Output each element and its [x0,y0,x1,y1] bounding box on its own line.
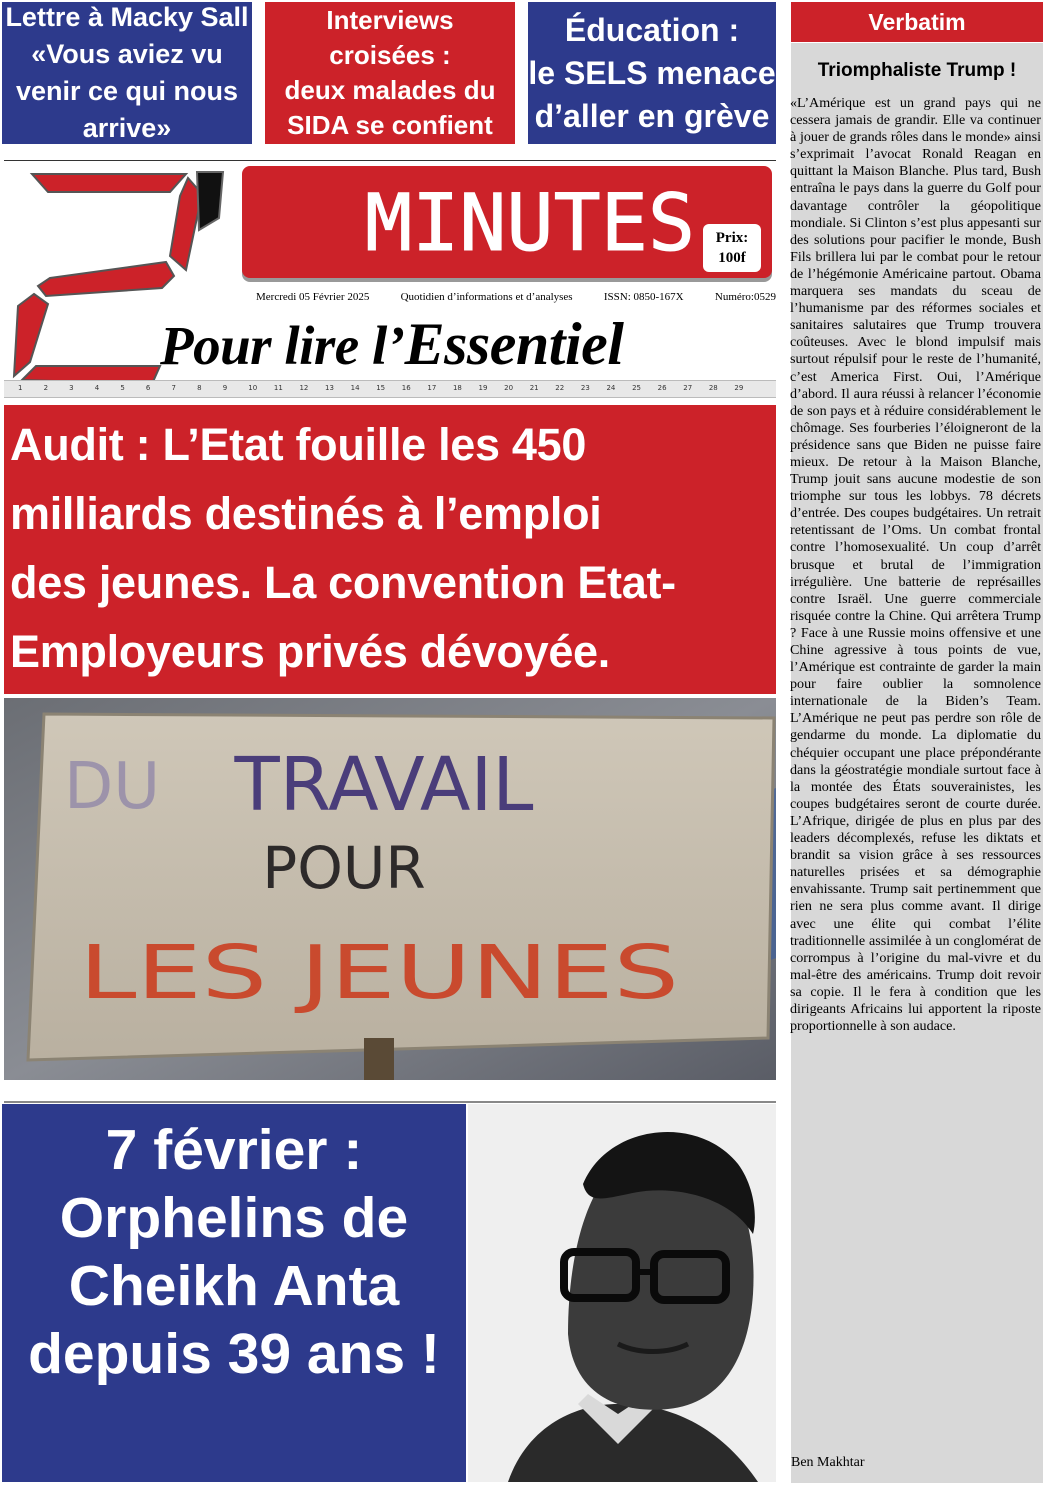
verbatim-author: Ben Makhtar [791,1455,865,1470]
price-value: 100f [718,250,746,266]
ruler-mark: 4 [94,384,100,392]
teaser-line: Lettre à Macky Sall [5,2,249,32]
issue-number: Numéro:0529 [714,291,776,303]
ruler-mark: 16 [401,384,411,392]
sign-text-pour: POUR [262,834,426,902]
ruler-mark: 27 [683,384,693,392]
protest-sign-photo [4,698,776,1080]
ruler-mark: 11 [273,384,283,392]
ruler-mark: 15 [376,384,386,392]
ruler-mark: 17 [427,384,437,392]
masthead-title-text: MINUTES [365,179,695,268]
ruler-mark: 26 [657,384,667,392]
ruler-mark: 2 [43,384,49,392]
teaser-line: «Vous aviez vu [31,39,223,69]
sign-text-les-jeunes: LES JEUNES [79,930,679,1016]
verbatim-body: «L’Amérique est un grand pays qui ne cessera jamais de grandir. Elle va continuer à jouer de grands rôles dans le monde» ainsi s’exprimait l’avocat Ronald Reagan en quittant la Maison Blanche. Plus tard, Bush entraîna le pays dans la guerre du Golf pour davantage contrôler la géopolitique mondiale. Si Clinton s’est plus appesanti sur des solutions pour pacifier le monde, Bush Fils brillera lui par le combat pour le retour de l’hégémonie Américaine partout. Obama marquera ses mandats du sceau de l’humanisme par des réformes sociales et sanitaires salutaires que Trump trouvera coûteuses. Avec le blond impulsif mais surtout répulsif pour le reste de l’humanité, c’est America First. Oui, l’Amérique d’abord. Il aura réussi à relancer l’économie de son pays et à réduire considérablement le chômage. Ses fourberies l’éloigneront de la présidence sans que Biden ne puisse faire mieux. De retour à la Maison Blanche, Trump jouit sans aucune modestie de son triomphe sur tous les lobbys. 78 décrets d’entrée. Des coupes budgétaires. Un retrait retentissant de l’Oms. Un combat frontal contre l’homosexualité. Un coup d’arrêt brusque et brutal de l’immigration irrégulière. Une batterie de représailles contre Israël. Une guerre commerciale risquée contre la Chine. Qui arrêtera Trump ? Face à une Russie moins offensive et une Chine agressive à tous points de vue, l’Amérique est contrainte de garder la main pour faire oublier la somnolence internationale de la Biden’s Team. L’Amérique ne peut pas perdre son rôle de gendarme du monde. La diplomatie du chéquier occupant une place prépondérante dans la géostratégie mondiale surtout face à la montée des États souverainistes, les coupes budgétaires seront de courte durée. L’Afrique, dirigée de plus en plus par des leaders décomplexés, refuse les diktats et brandit sa vision grâce à ses ressources naturelles prisées et sa démographie envahissante. Trump sait pertinemment que rien ne sera plus comme avant. Il dirige avec une élite qui combat l’élite traditionnelle assimilée à un conglomérat de corrompus à l’origine du mal-vivre et du mal-être des américains. Trump doit revoir sa copie. Il le fera à condition que les dirigeants Africains lui apportent la riposte proportionnelle à son audace. [790,95,1041,1035]
price-tag [703,224,761,272]
ruler-mark: 20 [504,384,514,392]
decorative-ruler [4,380,776,398]
ruler-mark: 7 [171,384,176,392]
ruler-mark: 9 [222,384,228,392]
teaser-line: d’aller en grève [534,97,770,134]
ruler-mark: 25 [632,384,641,392]
teaser-interviews[interactable] [265,2,515,144]
logo-apostrophe [193,170,227,234]
ruler-mark: 5 [120,384,125,392]
ruler-mark: 3 [69,384,74,392]
issue-info [256,291,776,303]
ruler-mark: 23 [580,384,590,392]
headline-line: milliards destinés à l’emploi [10,488,602,539]
ruler-mark: 19 [478,384,488,392]
cheikh-anta-story[interactable] [2,1104,466,1482]
sign-text-du: DU [64,750,161,824]
teaser-line: SIDA se confient [287,110,493,140]
story-line: Orphelins de [59,1186,409,1250]
ruler-mark: 1 [18,384,23,392]
story-line: Cheikh Anta [68,1254,400,1318]
teaser-education[interactable] [528,2,776,144]
teaser-line: Éducation : [564,11,740,48]
ruler-mark: 13 [325,384,334,392]
verbatim-title[interactable]: Triomphaliste Trump ! [817,60,1017,81]
price-label: Prix: [715,230,749,246]
ruler-mark: 22 [555,384,565,392]
headline-line: des jeunes. La convention Etat- [10,557,676,608]
headline-line: Employeurs privés dévoyée. [10,626,610,677]
masthead-divider [4,160,776,161]
ruler-mark: 24 [606,384,616,392]
story-line: depuis 39 ans ! [28,1322,440,1386]
headline-line: Audit : L’Etat fouille les 450 [10,419,587,470]
portrait-photo [468,1104,776,1482]
teaser-line: croisées : [329,40,451,70]
issue-issn: ISSN: 0850-167X [603,291,684,303]
slogan-part1: Pour lire l’ [160,315,405,376]
verbatim-section-label: Verbatim [791,2,1043,42]
ruler-mark: 29 [734,384,744,392]
ruler-mark: 14 [350,384,360,392]
ruler-mark: 18 [452,384,462,392]
ruler-mark: 10 [248,384,258,392]
ruler-mark: 21 [529,384,539,392]
main-headline[interactable] [4,405,776,694]
teaser-line: deux malades du [284,75,496,105]
issue-date: Mercredi 05 Février 2025 [256,291,370,303]
section-divider [4,1101,776,1103]
teaser-line: le SELS menace [528,54,776,91]
masthead-title [360,178,700,268]
ruler-mark: 12 [299,384,309,392]
teaser-line: venir ce qui nous [15,76,239,106]
sign-text-travail: TRAVAIL [234,742,534,828]
story-line: 7 février : [105,1118,363,1182]
teaser-line: Interviews [326,5,454,35]
slogan [160,308,774,382]
teaser-macky-sall[interactable] [2,2,252,144]
ruler-mark: 6 [145,384,151,392]
ruler-mark: 28 [708,384,718,392]
ruler-mark: 8 [197,384,202,392]
issue-tagline: Quotidien d’informations et d’analyses [400,291,573,303]
teaser-line: arrive» [82,113,172,143]
slogan-part2: Essentiel [404,311,624,377]
